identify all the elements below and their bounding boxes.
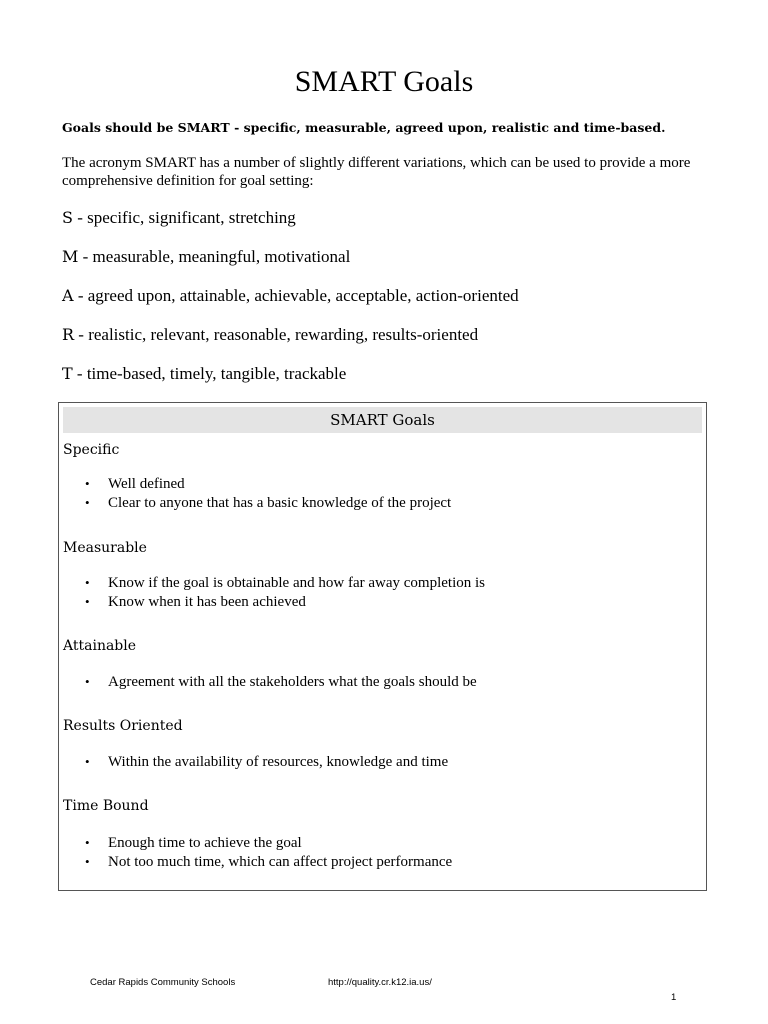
page-number: 1	[671, 992, 677, 1003]
section-results-oriented	[63, 715, 693, 770]
acronym-letter: R	[62, 325, 75, 344]
section-heading: Attainable	[63, 638, 137, 654]
section-heading: Time Bound	[63, 798, 149, 814]
section-measurable	[63, 537, 693, 610]
bold-intro: Goals should be SMART - specific, measurable, agreed upon, realistic and time-based.	[62, 120, 666, 135]
acronym-row-r	[62, 323, 742, 362]
section-list	[63, 475, 451, 512]
acronym-letter: M	[62, 247, 79, 266]
acronym-text: - specific, significant, stretching	[72, 208, 296, 227]
acronym-text: - realistic, relevant, reasonable, rewarding, results-oriented	[74, 325, 479, 344]
section-list	[63, 574, 485, 611]
section-specific	[63, 439, 693, 511]
acronym-row-t	[62, 362, 742, 401]
list-item: • Know if the goal is obtainable and how far away completion is	[63, 574, 485, 593]
acronym-text: - measurable, meaningful, motivational	[78, 247, 351, 266]
smart-goals-box	[58, 402, 707, 891]
list-item: • Within the availability of resources, knowledge and time	[63, 753, 448, 772]
acronym-row-m	[62, 245, 742, 284]
list-item: • Clear to anyone that has a basic knowledge of the project	[63, 494, 451, 513]
section-list	[63, 673, 477, 692]
section-list	[63, 753, 448, 772]
section-list	[63, 834, 452, 871]
footer-organization: Cedar Rapids Community Schools	[90, 977, 236, 988]
acronym-letter: S	[62, 208, 73, 227]
list-item: • Enough time to achieve the goal	[63, 834, 452, 853]
section-heading: Results Oriented	[63, 718, 183, 734]
list-item: • Not too much time, which can affect project performance	[63, 853, 452, 872]
page-title: SMART Goals	[294, 65, 474, 98]
footer-url[interactable]: http://quality.cr.k12.ia.us/	[328, 977, 432, 988]
section-heading: Measurable	[63, 540, 147, 556]
intro-paragraph: The acronym SMART has a number of slightly different variations, which can be used to provide a more comprehensive definition for goal setting:	[62, 155, 691, 189]
acronym-row-s	[62, 206, 742, 245]
acronym-row-a	[62, 284, 742, 323]
acronym-text: - time-based, timely, tangible, trackable	[72, 364, 347, 383]
list-item: • Well defined	[63, 475, 451, 494]
list-item: • Agreement with all the stakeholders what the goals should be	[63, 673, 477, 692]
acronym-letter: T	[62, 364, 73, 383]
section-attainable	[63, 635, 693, 690]
section-heading: Specific	[63, 442, 120, 458]
section-time-bound	[63, 795, 693, 870]
list-item: • Know when it has been achieved	[63, 593, 485, 612]
acronym-letter: A	[62, 286, 74, 305]
acronym-text: - agreed upon, attainable, achievable, acceptable, action-oriented	[73, 286, 519, 305]
acronym-list	[62, 206, 742, 401]
box-heading: SMART Goals	[63, 407, 702, 433]
